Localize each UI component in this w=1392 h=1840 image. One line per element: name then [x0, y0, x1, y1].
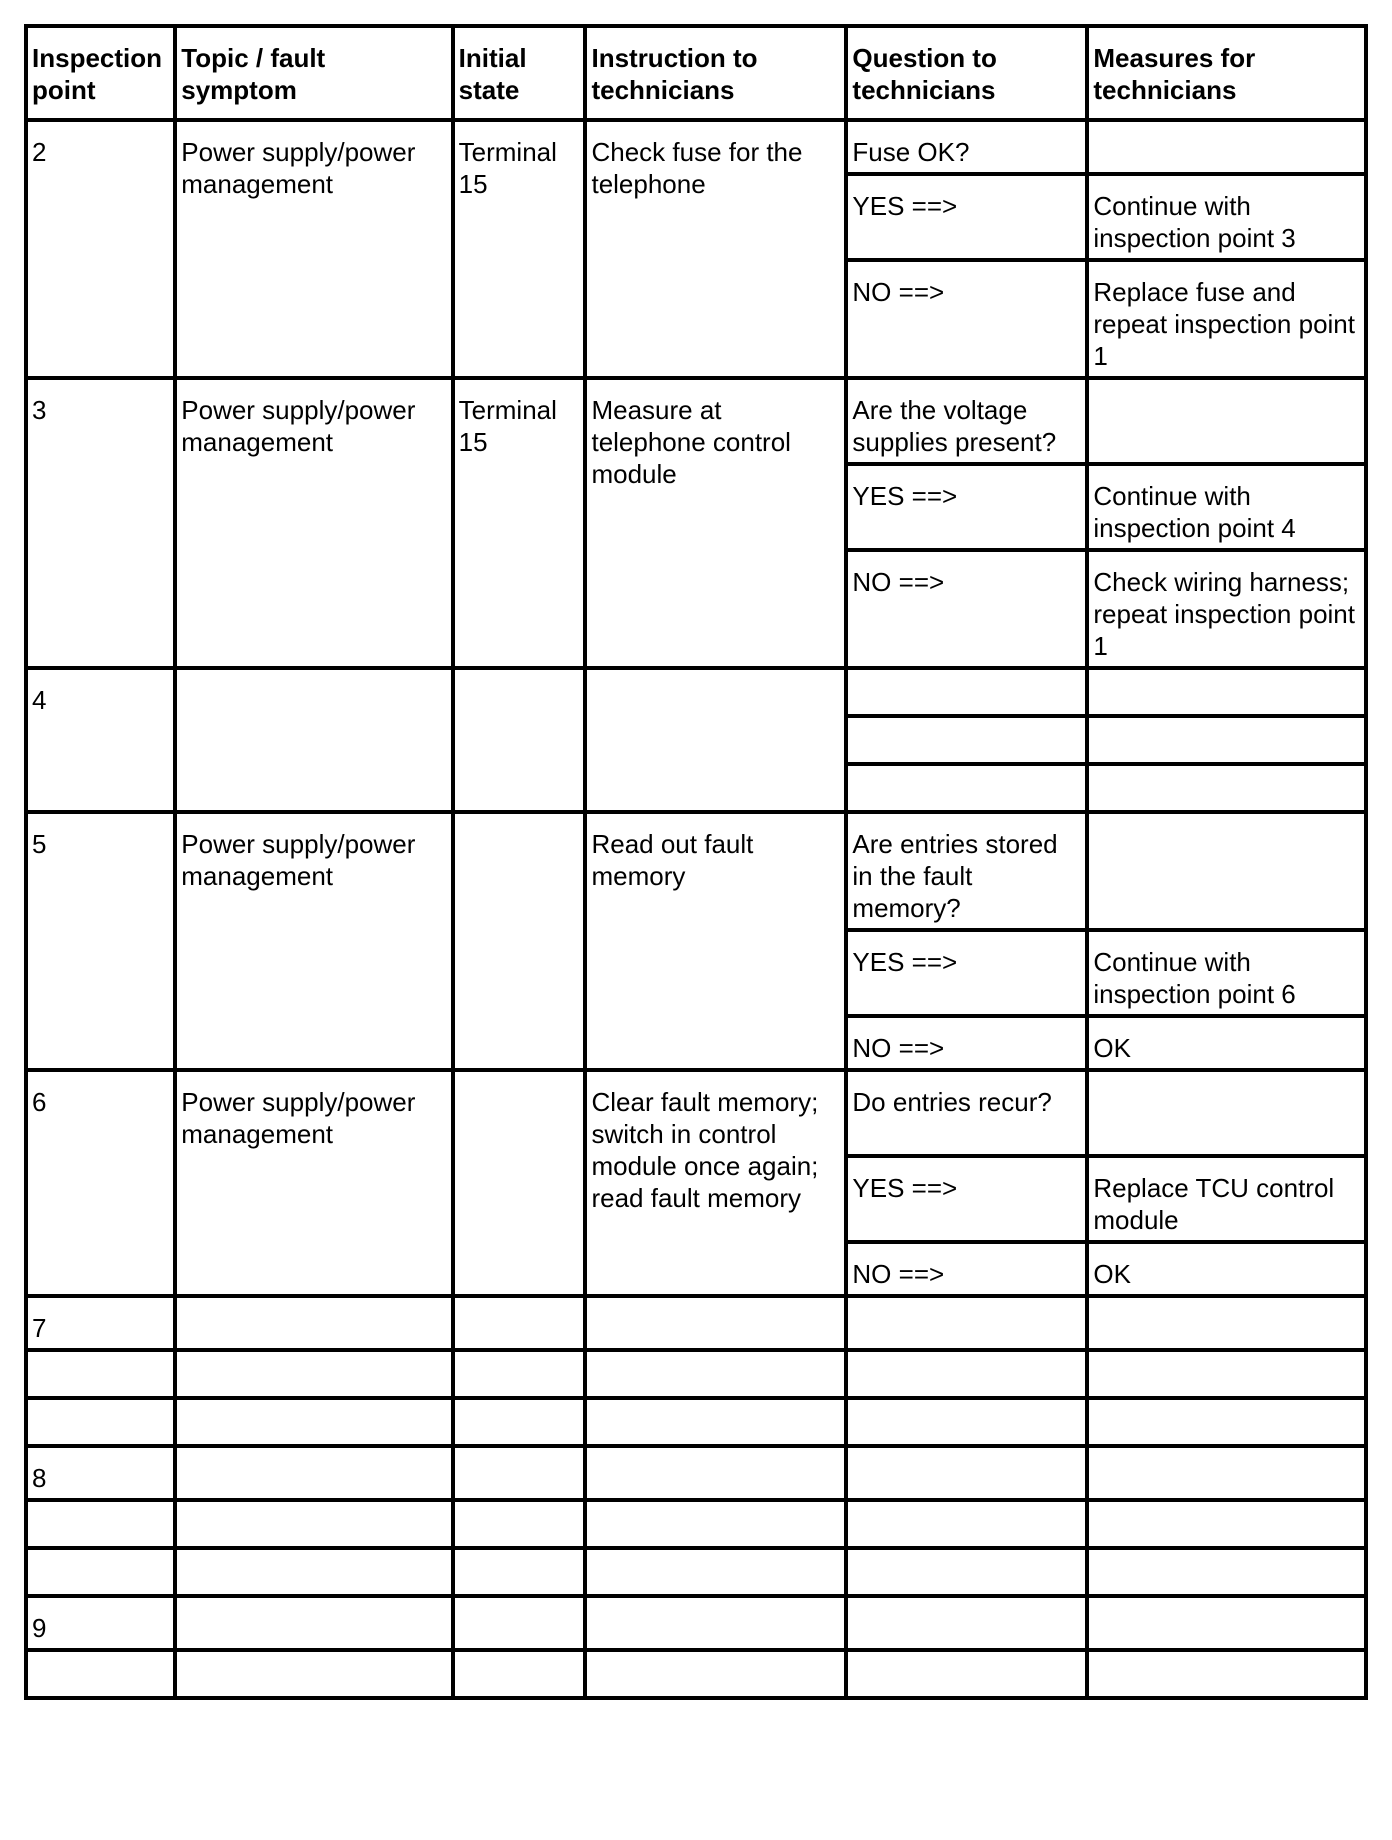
cell-empty	[1087, 1650, 1366, 1698]
cell-empty	[1087, 1446, 1366, 1500]
cell-point: 6	[26, 1070, 175, 1296]
cell-measure: Replace TCU control module	[1087, 1156, 1366, 1242]
table-row	[26, 1548, 1366, 1596]
cell-measure: Continue with inspection point 3	[1087, 174, 1366, 260]
table-row	[26, 1446, 1366, 1500]
cell-measure	[1087, 1070, 1366, 1156]
table-row	[26, 1398, 1366, 1446]
cell-empty	[846, 1650, 1087, 1698]
cell-question: YES ==>	[846, 930, 1087, 1016]
cell-empty	[26, 1650, 175, 1698]
cell-point: 9	[26, 1596, 175, 1650]
table-row	[26, 812, 1366, 930]
cell-measure: OK	[1087, 1242, 1366, 1296]
cell-measure: OK	[1087, 1016, 1366, 1070]
cell-empty	[585, 1548, 846, 1596]
cell-measure	[1087, 764, 1366, 812]
cell-state	[453, 668, 586, 812]
inspection-table	[24, 24, 1368, 1700]
table-row	[26, 378, 1366, 464]
header-row	[26, 26, 1366, 120]
cell-topic	[175, 668, 452, 812]
header-measures: Measures for technicians	[1087, 26, 1366, 120]
table-row	[26, 120, 1366, 174]
cell-measure: Continue with inspection point 4	[1087, 464, 1366, 550]
cell-empty	[26, 1548, 175, 1596]
cell-measure: Replace fuse and repeat inspection point 1	[1087, 260, 1366, 378]
cell-measure	[1087, 716, 1366, 764]
cell-state: Terminal 15	[453, 378, 586, 668]
cell-empty	[175, 1398, 452, 1446]
cell-empty	[585, 1500, 846, 1548]
cell-empty	[846, 1296, 1087, 1350]
cell-topic: Power supply/power management	[175, 1070, 452, 1296]
cell-empty	[453, 1296, 586, 1350]
header-question: Question to technicians	[846, 26, 1087, 120]
cell-point: 4	[26, 668, 175, 812]
cell-empty	[846, 1446, 1087, 1500]
header-inspection-point: Inspection point	[26, 26, 175, 120]
table-row	[26, 1500, 1366, 1548]
cell-point: 2	[26, 120, 175, 378]
cell-question: NO ==>	[846, 1242, 1087, 1296]
cell-empty	[1087, 1350, 1366, 1398]
cell-state	[453, 1070, 586, 1296]
cell-question	[846, 716, 1087, 764]
cell-empty	[1087, 1398, 1366, 1446]
cell-state: Terminal 15	[453, 120, 586, 378]
cell-empty	[453, 1650, 586, 1698]
table-row	[26, 1596, 1366, 1650]
cell-empty	[1087, 1548, 1366, 1596]
cell-topic: Power supply/power management	[175, 812, 452, 1070]
cell-empty	[846, 1500, 1087, 1548]
cell-instruction: Clear fault memory; switch in control module once again; read fault memory	[585, 1070, 846, 1296]
cell-empty	[175, 1350, 452, 1398]
cell-empty	[1087, 1296, 1366, 1350]
cell-empty	[846, 1398, 1087, 1446]
cell-measure	[1087, 812, 1366, 930]
cell-empty	[453, 1398, 586, 1446]
table-row	[26, 1070, 1366, 1156]
cell-empty	[585, 1446, 846, 1500]
cell-empty	[26, 1398, 175, 1446]
cell-measure	[1087, 668, 1366, 716]
cell-question: YES ==>	[846, 174, 1087, 260]
cell-empty	[175, 1548, 452, 1596]
cell-question: NO ==>	[846, 1016, 1087, 1070]
cell-instruction: Read out fault memory	[585, 812, 846, 1070]
cell-empty	[1087, 1500, 1366, 1548]
header-instruction: Instruction to technicians	[585, 26, 846, 120]
table-row	[26, 1296, 1366, 1350]
cell-empty	[175, 1650, 452, 1698]
cell-question	[846, 668, 1087, 716]
cell-empty	[585, 1296, 846, 1350]
cell-empty	[453, 1596, 586, 1650]
cell-measure	[1087, 120, 1366, 174]
cell-empty	[846, 1548, 1087, 1596]
cell-question: NO ==>	[846, 550, 1087, 668]
cell-question: NO ==>	[846, 260, 1087, 378]
cell-empty	[846, 1350, 1087, 1398]
cell-question: Fuse OK?	[846, 120, 1087, 174]
cell-empty	[26, 1500, 175, 1548]
cell-point: 7	[26, 1296, 175, 1350]
cell-empty	[453, 1350, 586, 1398]
cell-topic: Power supply/power management	[175, 120, 452, 378]
header-initial-state: Initial state	[453, 26, 586, 120]
cell-empty	[585, 1350, 846, 1398]
cell-empty	[453, 1446, 586, 1500]
cell-point: 5	[26, 812, 175, 1070]
cell-question: Are entries stored in the fault memory?	[846, 812, 1087, 930]
cell-question: Are the voltage supplies present?	[846, 378, 1087, 464]
cell-empty	[585, 1650, 846, 1698]
cell-topic: Power supply/power management	[175, 378, 452, 668]
cell-question: YES ==>	[846, 1156, 1087, 1242]
cell-empty	[453, 1500, 586, 1548]
cell-measure: Check wiring harness; repeat inspection point 1	[1087, 550, 1366, 668]
table-row	[26, 668, 1366, 716]
cell-measure: Continue with inspection point 6	[1087, 930, 1366, 1016]
cell-question: YES ==>	[846, 464, 1087, 550]
cell-question: Do entries recur?	[846, 1070, 1087, 1156]
cell-empty	[1087, 1596, 1366, 1650]
cell-empty	[846, 1596, 1087, 1650]
table-row	[26, 1350, 1366, 1398]
cell-empty	[175, 1296, 452, 1350]
cell-question	[846, 764, 1087, 812]
cell-empty	[585, 1398, 846, 1446]
cell-instruction: Measure at telephone control module	[585, 378, 846, 668]
table-row	[26, 1650, 1366, 1698]
cell-empty	[175, 1500, 452, 1548]
cell-empty	[585, 1596, 846, 1650]
cell-empty	[175, 1596, 452, 1650]
cell-point: 8	[26, 1446, 175, 1500]
cell-empty	[26, 1350, 175, 1398]
cell-instruction	[585, 668, 846, 812]
cell-state	[453, 812, 586, 1070]
cell-instruction: Check fuse for the telephone	[585, 120, 846, 378]
cell-point: 3	[26, 378, 175, 668]
cell-empty	[453, 1548, 586, 1596]
cell-measure	[1087, 378, 1366, 464]
header-topic: Topic / fault symptom	[175, 26, 452, 120]
cell-empty	[175, 1446, 452, 1500]
